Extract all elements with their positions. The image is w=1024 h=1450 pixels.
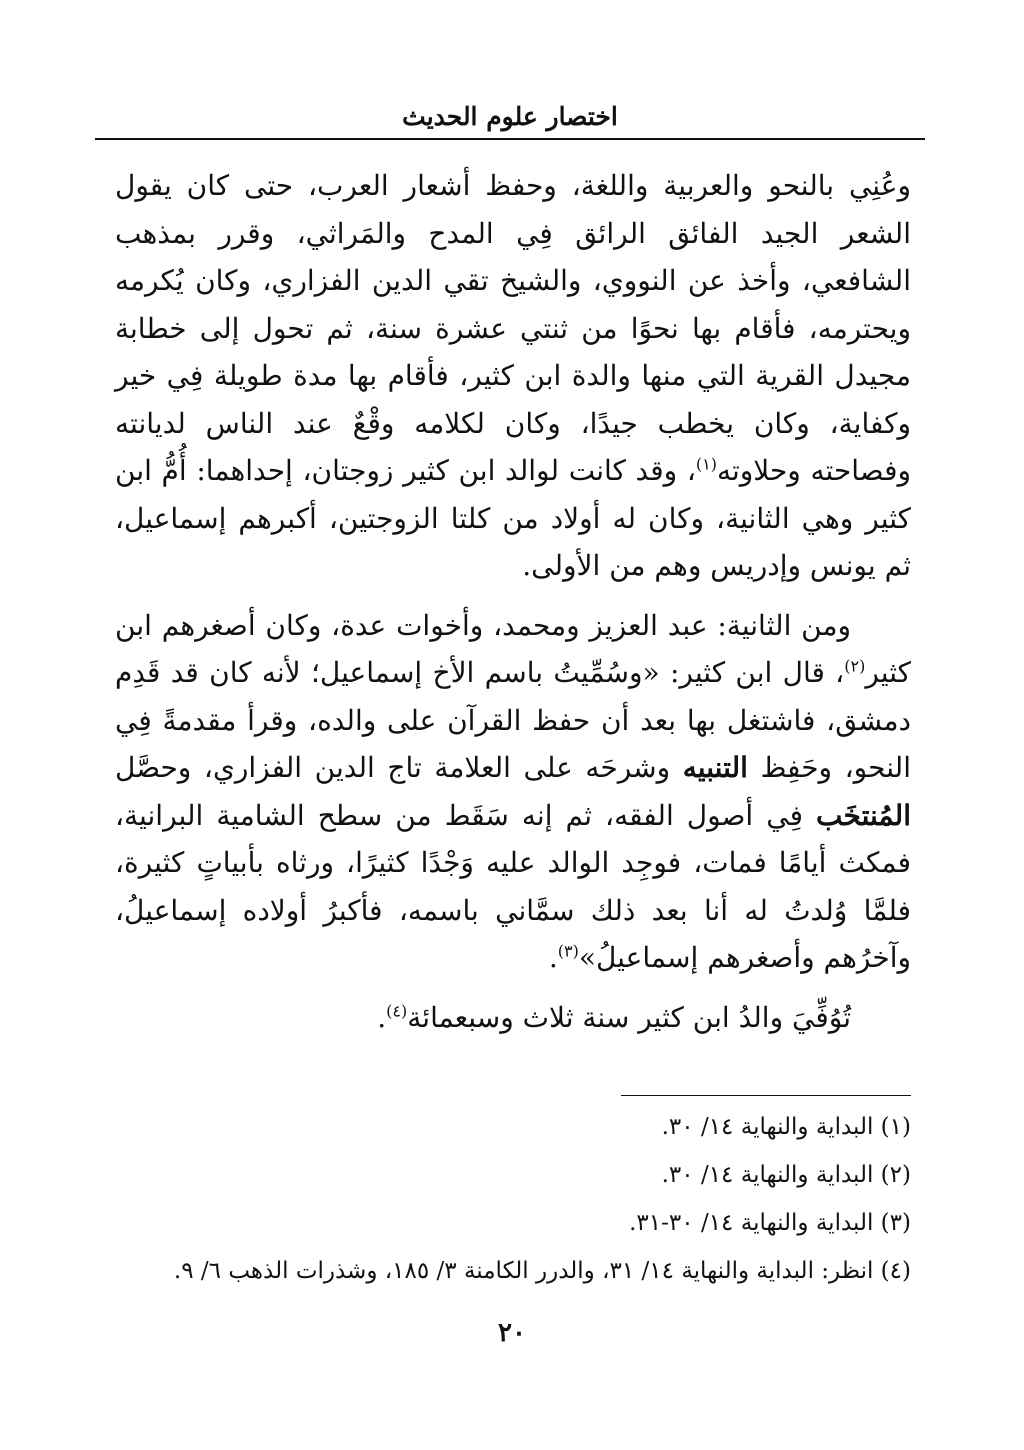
footnote-ref-1[interactable]: (١) (695, 454, 717, 474)
footnote-ref-3[interactable]: (٣) (557, 941, 579, 961)
paragraph-3-text-a: تُوُفِّيَ والدُ ابن كثير سنة ثلاث وسبعمائة (407, 1000, 851, 1034)
footnote-ref-4[interactable]: (٤) (386, 1001, 408, 1021)
footnote-divider (621, 1095, 911, 1096)
book-title-tanbih: التنبيه (682, 751, 748, 784)
paragraph-2-text-c: وشرحَه على العلامة تاج الدين الفزاري، وحصَّل (115, 751, 683, 784)
footnote-4: (٤) انظر: البداية والنهاية ١٤/ ٣١، والدرر الكامنة ٣/ ١٨٥، وشذرات الذهب ٦/ ٩. (173, 1258, 911, 1284)
footnotes-section (115, 1103, 911, 1295)
paragraph-2 (115, 602, 911, 982)
paragraph-3-text-b: . (377, 1000, 387, 1034)
paragraph-2-text-e: . (548, 941, 558, 974)
footnote-2: (٢) البداية والنهاية ١٤/ ٣٠. (661, 1162, 911, 1188)
footnote-ref-2[interactable]: (٢) (844, 656, 866, 676)
main-text (115, 162, 911, 1041)
header-divider (95, 138, 925, 140)
book-title-muntakhab: المُنتخَب (816, 798, 911, 832)
paragraph-1 (115, 162, 911, 590)
paragraph-2-text-d: فِي أصول الفقه، ثم إنه سَقَط من سطح الشامية البرانية، فمكث أيامًا فمات، فوجِد الوالد عليه وَجْدًا كثيرًا، ورثاه بأبياتٍ كثيرة، فلمَّا وُلدتُ له أنا بعد ذلك سمَّاني باسمه، فأكبرُ أولاده إسماعيلُ، وآخرُهم وأصغرهم إسماعيلُ» (115, 798, 911, 974)
paragraph-1-text-b: ، وقد كانت لوالد ابن كثير زوجتان، إحداهما: أُمُّ ابن كثير وهي الثانية، وكان له أولاد من كلتا الزوجتين، أكبرهم إسماعيل، ثم يونس وإدريس وهم من الأولى. (115, 454, 911, 582)
page-number: ٢٠ (498, 1318, 526, 1348)
footnote-3: (٣) البداية والنهاية ١٤/ ٣٠-٣١. (629, 1210, 911, 1236)
footnote-1: (١) البداية والنهاية ١٤/ ٣٠. (661, 1114, 911, 1140)
paragraph-1-text-a: وعُنِي بالنحو والعربية واللغة، وحفظ أشعار العرب، حتى كان يقول الشعر الجيد الفائق الرائق فِي المدح والمَراثي، وقرر بمذهب الشافعي، وأخذ عن النووي، والشيخ تقي الدين الفزاري، وكان يُكرمه ويحترمه، فأقام بها نحوًا من ثنتي عشرة سنة، ثم تحول إلى خطابة مجيدل القرية التي منها والدة ابن كثير، فأقام بها مدة طويلة فِي خير وكفاية، وكان يخطب جيدًا، وكان لكلامه وقْعٌ عند الناس لديانته وفصاحته وحلاوته (115, 169, 911, 487)
paragraph-3 (115, 994, 911, 1042)
running-header-title: اختصار علوم الحديث (402, 102, 618, 131)
paragraph-2-text-b: ، قال ابن كثير: «وسُمِّيتُ باسم الأخ إسماعيل؛ لأنه كان قد قَدِم دمشق، فاشتغل بها بعد أن حفظ القرآن على والده، وقرأ مقدمةً فِي النحو، وحَفِظ (115, 656, 911, 784)
paragraph-2-text-a: ومن الثانية: عبد العزيز ومحمد، وأخوات عدة، وكان أصغرهم ابن كثير (115, 608, 911, 689)
